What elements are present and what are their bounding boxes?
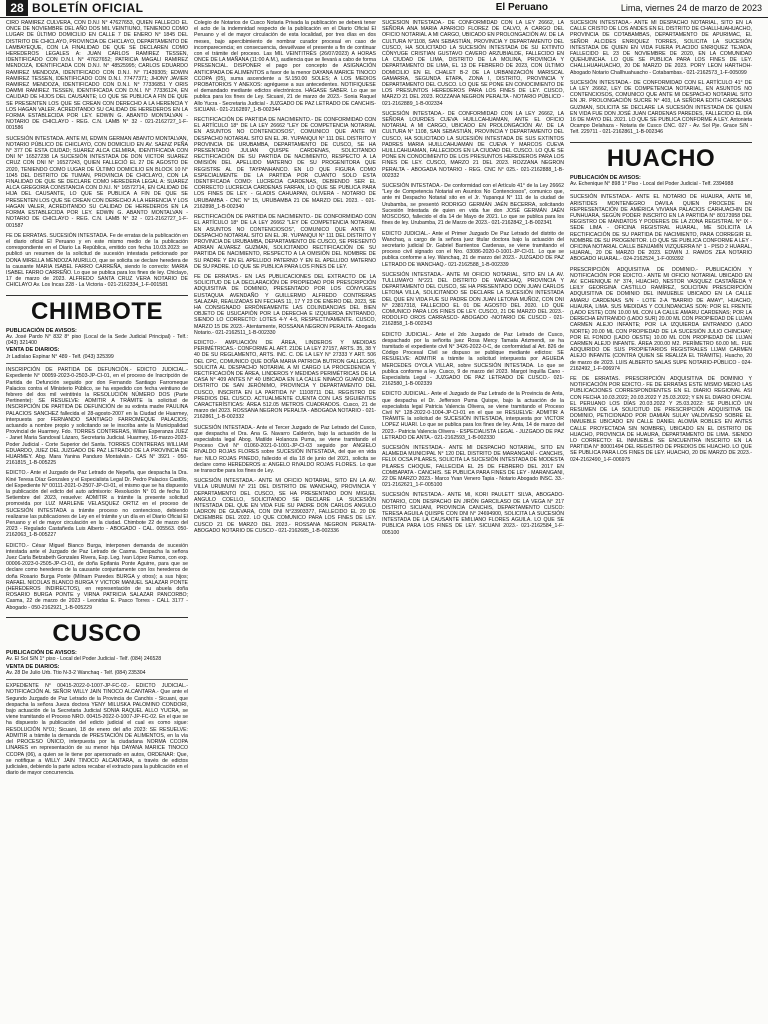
legal-notice: Colegio de Notarios de Cusco Notaria Privada la publicación se deberá tener el acto de la indemnidad respecto de la publicación en el Diario Oficial El Peruano y el de mayor circulación de esta localidad, por tres días en dos meses, bajo apercibimiento de nombrar curador procesal en caso de incomparecencia; en consecuencia, devuélvase el presente a fin de continuar con el trámite del proceso. Las MIL VEINTITRÉS (26/07/2023) A HORAS ONCE DE LA MAÑANA (11:00 A.M.), audiencia que se llevará a cabo de forma PRESENCIAL. DISPONER el pago por concepto de ASIGNACIÓN ANTICIPADA DE ALIMENTOS a favor de la menor DAYANA MARICE TINOCO CCOPA (05), suma ascendente a S/.150.00 SOLES; A LOS MEDIOS PROBATORIOS Y ANEXOS: agréguese a sus antecedentes. NOTIFIQUESE el demandado mediante edictos electrónicos. HÁGASE SABER. Lo que se publica para los fines de Ley. Sicuani, 21 de marzo de 2023.- Sonia Raquel Allo Yucra - Secretaria Judicial - JUZGADO DE PAZ LETRADO DE CANCHIS-SICUANI.- 021-2162897_1-B-002344 (194, 20, 376, 113)
legal-notice: SUCESIÓN INTESTADA.- ANTE MI DESPACHO NOTARIAL, SITO EN LA CALLE CRISTO DE LOS ANDES EN EL DISTRITO DE CHALLHUAHUACHO, PROVINCIA DE COTABAMBAS, DEPARTAMENTO DE APURIMAC, EL SEÑOR ALCIDES ENRIQUEZ TORRES, SOLICITA LA SUCESIÓN INTESTADA DE QUIEN EN VIDA FUERA PLACIDO ENRIQUEZ TEJADA, FALLECIDO EL 23 DE NOVIEMBRE DE 2020, EN LA COMUNIDAD QUEHUINCHA. LO QUE SE PUBLICA PARA LOS FINES DE LEY. CHALLHUAHUACHO, 20 DE MARZO DE 2023. PORY LEON HARTHOH- Abogado Notario Challhuahuacho - Cotabambas.- 021-2162573_1-F-005099 (570, 20, 752, 76)
legal-notice: RECTIFICACIÓN DE PARTIDA DE NACIMIENTO.- DE CONFORMIDAD CON EL ARTÍCULO 18° DE LA LEY 26662 "LEY DE COMPETENCIA NOTARIAL EN ASUNTOS NO CONTENCIOSOS", COMUNICO QUE ANTE MI DESPACHO NOTARIAL SITO EN EL JR. YUPANQUI N° 111 DEL DISTRITO Y PROVINCIA DE URUBAMBA, DEPARTAMENTO DE CUSCO, SE HA PRESENTADO JULIAN QUISPE CARDENAS, SOLICITANDO RECTIFICACIÓN DE SU PARTIDA DE NACIMIENTO, RESPECTO A LA OMISIÓN DEL APELLIDO MATERNO DE SU PROGENITORA QUE REGISTRE AL DE TAYPANHANCO. EN LO QUE FIGURA COMO ESPECIALMENTE DE LA PARTIDA POR CUANTO SOLO ESTA IDENTIFICADA COMO: LUCRECIA CARDENAS, DEBIENDO SER EL CORRECTO LUCRECIA CARDENAS FARFAN, LO QUE SE PUBLICA PARA LOS FINES DE LEY. - GLADIS CAHUAPAN, OLIVERA - NOTARIO DE URUBAMBA - CNC N° 15, URUBAMBA 21 DE MARZO DEL 2023. - 021-2162898_1-B-002340 (194, 117, 376, 210)
notices-group (570, 194, 752, 463)
legal-notice: PRESCRIPCIÓN ADQUISITIVA DE DOMINIO.- PUBLICACIÓN Y NOTIFICACIÓN POR EDICTO.- ANTE MI OFICIO NOTARIAL UBICADO EN AV. ECHENIQUE N° 374, HUACHO, NESTOR VASQUEZ CASTAÑEDA Y LEILY GEORGINA CASTILLO RAMÍREZ, SOLICITAN PRESCRIPCIÓN ADQUISITIVA DE DOMINIO DEL INMUEBLE UBICADO EN LA CALLE AMARU CARDENAS S/N - LOTE 2-A "BARRIO DE AMAY", HUACHO, HUAURA, LIMA. SUS MEDIDAS Y COLINDANCIAS SON: POR EL FRENTE (LADO ESTE) CON 10.00 ML CON LA CALLE AMARU CARDENAS; POR LA DERECHA ENTRANDO (LADO SUR) 20.00 ML CON PROPIEDAD DE LUJAN CARMEN ALEJO INFANTE; POR LA IZQUIERDA ENTRANDO (LADO NORTE) 20.00 ML CON PROPIEDAD DE LA SUCESIÓN JULIO CHINCHAY; POR EL FONDO (LADO OESTE) 10.00 ML CON PROPIEDAD DE LUJAN CARMEN ALEJO INFANTE. ÁREA 200.00 M2. PERÍMETRO 60.00 ML. FUE ADQUIRIDO DE SUS PROPIETARIOS REGISTRALES LIJAM CARMEN ALEJO INFANTE (CONTRA QUIEN SE REALIZA EL TRÁMITE). Huacho, 20 de marzo de 2023. LUIS ALBERTO SALAS SUPE NOTARIO-PÚBLICO - 024-2162492_1-F-006974 (570, 266, 752, 372)
divider (6, 679, 188, 680)
legal-notice: EXPEDIENTE N° 00415-2022-0-1007-JP-FC-02.- EDICTO JUDICIAL.- NOTIFICACIÓN AL SEÑOR WILLY JAIN TINOCO ALCANTARA.- Que ante el Segundo Juzgado de Paz Letrado de la Provincia de Canchis - Sicuani, que despacha la señora Jueza doctora YENY MILUSKA PALOMINO CONDORI, bajo actuación de la Secretaria Judicial SONIA RAQUEL ALLO YUCRA, se viene tramitando el Proceso NRO. 00415-2022-0-1007-JP-FC-02. En el que se ha dispuesto la publicación del edicto judicial el cual es como sigue: RESOLUCIÓN N°01; Sicuani, 18 de enero del año 2023: SE RESUELVE: ADMITIR a trámite la demanda de PRESTACIÓN DE ALIMENTOS, en la vía del PROCESO ÚNICO, interpuesta por la ciudadana NORMA CCOPA LINARES en representación de su menor hija DAYANA MARICE TINOCO CCOPA (06), a quien se le tiene por apersonado en autos, ORDENAR: Que, se notifique a WILLY JAIN TINOCO ALCANTARA, a través de edictos judiciales, debiendo la parte actora recabar el extracto para la publicación en el diario de mayor concurrencia. (6, 683, 188, 777)
city-heading-huacho: HUACHO (570, 142, 752, 172)
legal-notice: SUCESIÓN INTESTADA.- DE CONFORMIDAD CON LA LEY 26662, LA SEÑORA LOURDES CUEVA HUILLCAHUAMAN, ANTE EL OFICIO NOTARIAL A MI CARGO, UBICADO EN PROLONGACIÓN AV. DE LA CULTURA N° 1108, SAN SEBASTIÁN, PROVINCIA Y DEPARTAMENTO DEL CUSCO, HA SOLICITADO LA SUCESIÓN INTESTADA DE SUS EXTINTOS PADRES MARIA HUILLCAHUAMAN DE CUEVA Y MARCOS CUEVA HUILLCAHUAMAN, FALLECIDOS EN LA CIUDAD DEL CUSCO. LO QUE SE PONE EN CONOCIMIENTO DE LOS PRESUNTOS HEREDEROS PARA LOS FINES DE LEY. CUSCO, MARZO 21 DEL 2023. ROZZANA NEGRON PERALTA - ABOGADA NOTARIO - REG. CNC N° 025.- 021-2162888_1-B-002332 (382, 110, 564, 179)
legal-notice: FE DE ERRATAS.- EN LAS PUBLICACIONES DEL EXTRACTO DE LA SOLICITUD DE LA DECLARACIÓN DE PROPIEDAD POR PRESCRIPCIÓN ADQUISITIVA DE DOMINIO, PRESENTADO POR LOS CÓNYUGES EUSTAQUIA AVENDAÑO Y GUILLERMO ALFREDO CONTRERAS SALAZAR, REALIZADAS EN FECHAS 11, 17 Y 23 DE ENERO DEL 2023, SE HA CONSIGNADO ERRÓNEAMENTE LAS COLINDANCIAS DEL BIEN OBJETO DE USUCAPIÓN POR LA DERECHA E IZQUIERDA ENTRANDO, SIENDO LO CORRECTO: LOTES 4-Y 4-5, RESPECTIVAMENTE. CUSCO, MARZO 15 DE 2023.- Atentamente, ROSSANA NEGRON PERALTA- Abogada Notario.- 021-2162511_1-B-002330 (194, 273, 376, 336)
legal-notice: FE DE ERRATAS. SUCESIÓN INTESTADA. Fe de erratas de la publicación en el diario oficial El Peruano y en este mismo medio de la publicación correspondiente en el Diario La República, emitido con fecha 10.03.2023: se publicó un resumen de la solicitud de sucesión intestada peticionado por DONA MIRELLA MENDOZA MURILLO, que se solicita se declare heredera de la causante MARIA ISABEL FARRO CARREÑA, siendo lo correcto: MARIA ISABEL FARRO CARREÑO. Lo que se publica para los fines de ley. Chiclayo, 17 de marzo de 2023. ALFREDO SANTA CRUZ VERA NOTARIO DE CHICLAYO Av. Los Incas 228 - La Victoria - 021-2162334_1-F-001581 (6, 232, 188, 289)
legal-notice: FE DE ERRATAS. PRESCRIPCIÓN ADQUISITIVA DE DOMINIO Y NOTIFICACIÓN POR EDICTO.- FE DE ERRATAS ESTE MISMO MEDIO LAS PUBLICACIONES CORRESPONDIENTES EN EL DIARIO REGIONAL ASI CON FECHA 10.03.2022; 20.03.2022 Y 25.03.2022; Y EN EL DIARIO OFICIAL EL PERUANO LOS DÍAS 20.03.2022 Y 25.03.2022: SE PUBLICÓ UN RESUMEN DE LA SOLICITUD DE PRESCRIPCIÓN ADQUISITIVA DE DOMINIO, PETICIONADO POR DAMIÁN SULAY VALDIVIESO SOBRE EL INMUEBLE UBICADO EN CALLE DANIEL ALOMÍA ROBLES EN ANTES CALLE PROYECTADA SIN NOMBRE), UBICADO EN EL DISTRITO DE HUACHO, PROVINCIA DE HUAURA, DEPARTAMENTO DE LIMA. SIENDO LO CORRECTO: EL INMUEBLE SE ENCUENTRA INSCRITO EN LA PARTIDA N° 80001494 DEL REGISTRO DE PREDIOS DE HUACHO. LO QUE SE PUBLICA PARA LOS FINES DE LEY. HUACHO, 20 DE MARZO DE 2023.- 024-2162490_1-F-006975 (570, 376, 752, 463)
sale-address: Av. 28 De Julio Urb. Ttio N-3-2 Wanchaq - Telf. (084) 235304 (6, 670, 146, 677)
notices-group (6, 683, 188, 776)
divider (570, 190, 752, 191)
legal-notice: EDICTO JUDICIAL.- Ante el Primer Juzgado De Paz Letrado del distrito de Wanchaq, a cargo de la señora juez titular doctora bajo la actuación del secretario judicial Dr. Gabriel Barrientos Cardenas, se viene tramitando el proceso civil signado con el Nro. 03086-2020-0-1001-JP-CI-01. Lo que se publica conforme a ley. Wanchaq, 21 de marzo del 2023.- JUZGADO DE PAZ LETRADO DE WANCHAQ.- 021-2162588_1-B-002339 (382, 230, 564, 268)
pub-label: PUBLICACIÓN DE AVISOS: (6, 649, 77, 656)
legal-notice: EDICTO.- Ante el Juzgado de Paz Letrado de Nepeña, que despacha la Dra. Kiné Teresa Díaz Gonzales y el Especialista Legal Dr. Pedro Palacios Castillo, del Expediente N° 00111-2021-0-2507-JP-CI-01, el mismo que se ha dispuesto la publicación del edicto del auto admisorio: Resolución N° 01 de fecha 10 Setiembre del 2023, resuelve: ADMITIR a trámite la presente solicitud promovida por LUZ MARLENE VELASQUEZ ORTIZ en el proceso de SUCESIÓN INTESTADA a trámite proceso no contencioso, debiendo realizarse las publicaciones de Ley en el trámite y un día en el Diario Oficial El Peruano y el de mayor circulación en la ciudad. Chimbote 22 de marzo del 2023 - Regulado Castañeda Luis Alberto - ABOGADO - CAL. 005563. 050-2162063_1-B-005227 (6, 470, 188, 539)
city-heading-chimbote: CHIMBOTE (6, 295, 188, 325)
legal-notice: RECTIFICACIÓN DE PARTIDA DE NACIMIENTO.- DE CONFORMIDAD CON EL ARTÍCULO 18° DE LA LEY 26662 "LEY DE COMPETENCIA NOTARIAL EN ASUNTOS NO CONTENCIOSOS", COMUNICO QUE ANTE MI DESPACHO NOTARIAL SITO EN EL JR. YUPANQUI N° 111 DEL DISTRITO Y PROVINCIA DE URUBAMBA, DEPARTAMENTO DE CUSCO, SE PRESENTÓ ADRIAN ALVAREZ GUZMAN, SOLICITANDO RECTIFICACIÓN DE SU PARTIDA DE NACIMIENTO, RESPECTO A LA OMISIÓN DEL NOMBRE DE SU PADRE Y EN EL APELLIDO PATERNO Y EN EL APELLIDO MATERNO DE SU PADRE. LO QUE SE PUBLICA PARA LOS FINES DE LEY. (194, 214, 376, 270)
legal-notice: CIRO RAMIREZ CULVERA, CON D.N.I N° 47627653, QUIEN FALLECIÓ EL ONCE DE NOVIEMBRE DEL AÑO DOS MIL VEINTIUNO, TENIENDO COMO LUGAR DE ÚLTIMO DOMICILIO EN CALLE 7 DE ENERO N° 1845 DEL DISTRITO DE CHICLAYO, PROVINCIA DE CHICLAYO, DEPARTAMENTO DE LAMBAYEQUE, CON LA FINALIDAD DE QUE SE DECLAREN COMO HEREDEROS LEGALES A: JUAN CARLOS RAMIREZ TESSEN, IDENTIFICADO CON D.N.I. N° 47627652; PATRICIA MAGALI RAMIREZ MENDOZA, IDENTIFICADA CON D.N.I. N° 48525995; CARLOS EDUARDO RAMIREZ MENDOZA, IDENTIFICADO CON D.N.I. N° 71439305; EDWIN RAMIREZ TESSEN, IDENTIFICADO CON D.N.I. 77477371; JHONY JAVIER RAMIREZ MENDOZA, IDENTIFICADO CON D.N.I. N° 77336851 Y ORIS DAMMI RAMIREZ TESSEN, IDENTIFICADA CON D.N.I. N° 77336124, EN CALIDAD DE HIJOS DEL CAUSANTE; LO QUE SE PUBLICA A FIN DE QUE SE PRESENTEN LOS QUE SE CREAN CON DERECHO A LA HERENCIA Y LOS HAGAN VALER. ACREDITANDO SU CALIDAD DE HEREDEROS EN LA FORMA ESTABLECIDA POR LEY. EDWIN G. ABANTO MONTALVAN - NOTARIO DE CHICLAYO - REG. C.N. LAMB N° 32 - 021-2162727_1-F-001586 (6, 20, 188, 132)
publication-date: Lima, viernes 24 de marzo de 2023 (620, 3, 762, 13)
column-3 (382, 20, 564, 1020)
legal-notice: SUCESIÓN INTESTADA.- ANTE EL NOTARIO DE HUAURA, ANTE MI, ARISTIDES MONTENEGRO DAVILA QUIEN PROCEDE EN REPRESENTACIÓN DE AMÉRICA VIVIANA PALACIOS CARHUACHIN DE FUNHUARA, SEGÚN PODER INSCRITO EN LA PARTIDA N° 80173958 DEL REGISTRO DE MANDATOS Y PODERES DE LA ZONA REGISTRAL N° IX - SEDE LIMA - OFICINA REGISTRAL HUARAL, ME SOLICITA LA RECTIFICACIÓN DE SU PARTIDA DE NACIMIENTO, PARA CORREGIR EL NOMBRE DE SU PROGENITOR. LO QUE SE PUBLICA CONFORME A LEY - OFICINA NOTARIAL CALLE BENJAMÍN VIZQUERRA N° 1 - PISO 2 HUARAL, HUARAL, 20 DE MARZO DE 2023. EDWIN J. RAMOS ZEA NOTARIO ABOGADO HUARAL.- 024-2162524_1-F-009392 (570, 194, 752, 263)
legal-notice: SUCESIÓN INTESTADA.- ANTE MI OFICIO NOTARIAL, SITO EN LA AV. VILLA URUMUMI N° 211 DEL DISTRITO DE WANCHAQ, PROVINCIA Y DEPARTAMENTO DEL CUSCO, SE HA PRESENTADO DON MIGUEL ANGULO COELLO, SOLICITANDO SE DECLARE LA SUCESIÓN INTESTADA DEL QUE EN VIDA FUE SU PADRE DON CARLOS ANGULO LADRON DE GUEVARA, CON DNI N°23903377, FALLECIDO EL 20 DE DICIEMBRE DEL 2022. LO QUE COMUNICO PARA LOS FINES DE LEY. CUSCO 21 DE MARZO DEL 2023.- ROSSANA NEGRON PERALTA- ABOGADO NOTARIO DE CUSCO - 021-2162685_1-B-002336 (194, 478, 376, 534)
legal-notice: SUCESIÓN INTESTADA.- ANTE MI, KORI PAULETT SILVA, ABOGADO-NOTARIO, CON DESPACHO EN JIRÓN GARCILASO DE LA VEGA N° 217 DISTRITO SICUANI, PROVINCIA CANCHIS, DEPARTAMENTO CUSCO: TERESA AGUILA QUISPE CON DNI N° 24694900, SOLICITA LA SUCESIÓN INTESTADA DE LA CAUSANTE EMILIANO FLORES AGUILA. LO QUE SE PUBLICA PARA LOS FINES DE LEY. SICUANI 2023.- 021-2162584_1-F-005100 (382, 492, 564, 536)
sale-address: Jr Ladislao Espinar N° 489 - Telf. (043) 325399 (6, 353, 114, 360)
legal-notice: SUCESIÓN INTESTADA.- DE CONFORMIDAD CON LA LEY 26662, LA SEÑORA ANA MARIA APARICIO FLOREZ DE CALVO, A CARGO DEL OFICIO NOTARIAL A MI CARGO, UBICADO EN PROLONGACIÓN AV. DE LA CULTURA N°1108, SAN SEBASTIÁN, PROVINCIA Y DEPARTAMENTO DEL CUSCO, HA SOLICITADO LA SUCESIÓN INTESTADA DE SU EXTINTO CÓNYUGE CRISTIAN GUSTAVO CAVERO ARZUBIALDE, FALLECIDO EN LA CIUDAD DE LIMA, DISTRITO DE LA MOLINA, PROVINCIA Y DEPARTAMENTO DE LIMA, EL 13 DE FEBRERO DE 2023, CON ÚLTIMO DOMICILIO EN EL CHALET B-2 DE LA URBANIZACIÓN MARISCAL GAMARRA, SEGUNDA ETAPA, ZONA I, DISTRITO, PROVINCIA Y DEPARTAMENTO DEL CUSCO. LO QUE SE PONE EN CONOCIMIENTO DE LOS PRESUNTOS HEREDEROS PARA LOS FINES DE LEY. CUSCO, MARZO 21 DEL 2023. ROZZANA NEGRON PERALTA - NOTARIO PÚBLICO - 021-2162889_1-B-002334 (382, 20, 564, 107)
legal-notice: EDICTO.- AMPLIACIÓN DE ÁREA, LINDEROS Y MEDIDAS PERIMÉTRICAS.- CONFORME AL ART. 21DE LA LEY 27157, ARTS. 35, 38 Y 40 DE SU REGLAMENTO, ARTS. INC. C. DE LA LEY N° 27333 Y ART. 506 DEL CPC, COMUNICO QUE DOÑA MARIA PATRICIA BUTRON GALLEGOS, SOLICITA AL DESPACHO NOTARIAL A MI CARGO LA PROCEDENCIA Y RECTIFICACIÓN DE ÁREA, LINDEROS Y MEDIDAS PERIMÉTRICAS DE LA CASA N° 409 ANTES N° 40 UBICADA EN LA CALLE NINACÓ GUANO DEL DISTRITO DE SAN JERÓNIMO, PROVINCIA Y DEPARTAMENTO DEL CUSCO, INSCRITA EN LA PARTIDA N° 11108711 DEL REGISTRO DE PREDIOS DEL CUSCO. ACTUALMENTE CUENTA CON LAS SIGUIENTES CARACTERÍSTICAS: ÁREA 512.05 METROS CUADRADOS. Cusco, 21 de marzo del 2023. ROSSANA NEGRON PERALTA - ABOGADA NOTARIO - 021-2162861_1-B-002332 (194, 339, 376, 421)
legal-notice: EDICTO.- César Miguel Bianco Burga, interponen demanda de sucesión intestada ante el Juzgado de Paz Letrado de Casma. Despacha la señora Juez Carla Betzabeth Gonzales Rivera, Esp. Leg. Ivan López Ramos, con exp. 00006-2023-0-2505-JP-CI-01, de doña Epifania Ponte Aguirre, para que se declare como herederos de la causante conjuntamente con los herederos de doña Rosario Burga Ponte (Milnam Paredes BURGA y otros); a sus hijos; RAFAEL NICOLAS BLANCO BURGA Y VICTOR MANUEL SALAZAR PONTE (HEREDEROS INDIRECTOS), en representación de su abuela doña ROSARIO BURGA PONTE y VIRNA PATRICIA SALAZAR PANCORBO; Casma, 22 de marzo de 2023 - Leonidas E. Pasco Torres - CALL 3177 - Abogado - 050-2162921_1-B-005229 (6, 542, 188, 611)
city-heading-cusco: CUSCO (6, 617, 188, 647)
legal-notice: EDICTO JUDICIAL.- Ante el Juzgado de Paz Letrado de la Provincia de Anta, que despacha el Dr. Jefferson Puma Quispe, bajo la actuación de la especialista legal Patricia Valencia Olivera, se viene tramitando el Proceso Civil N° 128-2022-0-1004-JP-CI-01 en el que se RESUELVE: ADMITIR A TRÁMITE la solicitud de SUCESIÓN INTESTADA, interpuesta por VICTOR LOPEZ HUARI. Lo que se publica para los fines de ley. Anta, 14 de marzo del 2023.- Patricia Valencia Olivera - ESPECIALISTA LEGAL - JUZGADO DE PAZ LETRADO DE ANTA.- 021-2162593_1-B-002330 (382, 391, 564, 441)
notices-group (382, 20, 564, 536)
page-number: 28 (6, 0, 28, 16)
pub-address: Av. Echenique N° 898 1° Piso - Local del Poder Judicial - Telf. 2394988 (570, 181, 734, 188)
newspaper-name: El Peruano (495, 2, 548, 13)
section-title: BOLETÍN OFICIAL (32, 1, 144, 15)
legal-notice: SUCESIÓN INTESTADA.- Ante el Tercer Juzgado de Paz Letrado del Cusco, que despacha el Dra. Ana G. Navarro Calderón, bajo la actuación de la especialista legal Abog. Matilde Holanoza Puma, se viene tramitando el Proceso Civil N° 01060-2021-0-1001-JP-CI-03 seguido por ANGIELO RIVALDO ROJAS FLORES sobre SUCESIÓN INTESTADA, del que en vida fue: NILO ROJAS PINEDO, fallecido el día 18 de junio del 2021, solicita se declare como HEREDEROS a: ANGELO RIVALDO ROJAS FLORES. Lo que se transcribe para los fines de Ley. (194, 424, 376, 475)
divider (6, 363, 188, 364)
column-4 (570, 20, 752, 1020)
sale-label: VENTA DE DIARIOS: (6, 663, 60, 670)
page-header (0, 0, 768, 18)
sale-label: VENTA DE DIARIOS: (6, 347, 60, 354)
legal-notice: SUCESIÓN INTESTADA.- DE CONFORMIDAD CON EL ARTÍCULO 41° DE LA LEY 26662, LEY DE COMPETENCIA NOTARIAL, EN ASUNTOS NO CONTENCIOSOS, COMUNICO QUE ANTE MI DESPACHO NOTARIAL SITO EN JR. PROLONGACIÓN SUCRE N° 403, LA SEÑORA EDITH CARDENAS GUZMAN, SOLICITA SE DECLARE LA SUCESIÓN INTESTADA DE QUIEN EN VIDA FUE DON JOSÉ JUAN CARDENAS PAREDES, FALLECIDO EL DÍA 16 DE MAYO DEL 2021. LO QUE SE PUBLICA CONFORME A LEY. Antonieta Ocampo Delahaza - Notaria de Cusco CNC. 027 - Av. Sol Pje. Grace S/N - Telf. 229711 - 021-2162861_1-B-002346 (570, 79, 752, 136)
legal-notice: EDICTO JUDICIAL.- Ante el 2do Juzgado de Paz Letrado de Cusco, despachado por la señorita juez Rosa Mercy Tamata Arizmendi, se ha tramitado el expediente civil N° 3426-2022-0-C, de conformidad al Art. 826 de Código Procesal Civil se dispuso se publique mediante edictos: SE RESUELVE: ADMITIR a trámite la solicitud interpuesta por AGUEDA MERCEDES OYOLA VILLAR, sobre SUCESIÓN INTESTADA. Lo que se publica conforme a ley. Cusco, 9 de marzo del 2023. Margot Inquilla Cano - Especialista Legal - JUZGADO DE PAZ LETRADO DE CUSCO.- 021-2162580_1-B-002339 (382, 331, 564, 388)
column-2 (194, 20, 376, 1020)
notices-group (194, 20, 376, 534)
pub-address: Av. José Pardo N° 832 8° piso (Local de la Sede Judicial Principal) - Telf.: (043) 321400 (6, 334, 188, 347)
legal-notice: SUCESIÓN INTESTADA.- De conformidad con el Artículo 41° de la Ley 26662 "Ley de Competencia Notarial en Asuntos No Contenciosos", comunico que, ante mi Despacho Notarial sito en el Jr. Yupanqui N° 111 de la ciudad de Urubamba, se presentó RODRIGO GERMÁN JAÉN BECERRA, solicitando Sucesión Intestada de quien en vida fue don JOSÉ GERMÁN JAÉN MOSCOSO, fallecido el día 14 de Mayo de 2021. Lo que se publica para los fines de ley. Urubamba, 21 de Marzo de 2023.- 021-2162842_1-B-002341 (382, 183, 564, 227)
notices-group (570, 20, 752, 136)
pub-label: PUBLICACIÓN DE AVISOS: (570, 174, 641, 181)
notices-group (6, 20, 188, 289)
pub-label: PUBLICACIÓN DE AVISOS: (6, 327, 77, 334)
legal-notice: SUCESIÓN INTESTADA.- ANTE MI OFICIO NOTARIAL, SITO EN LA AV. TULLUMAYO N°221 DEL DISTRITO DE WANCHAQ, PROVINCIA Y DEPARTAMENTO DEL CUSCO, SE HA PRESENTADO DON JUAN CARLOS LETONA VILLA, SOLICITANDO SE DECLARE LA SUCESIÓN INTESTADA DEL QUE EN VIDA FUE SU PADRE DON JUAN LETONA MUÑOZ, CON DNI N° 23817318, FALLECIDO EL 01 DE AGOSTO DEL 2020. LO QUE COMUNICO PARA LOS FINES DE LEY. CUSCO, 21 DE MARZO DEL 2023.- RODOLFO OROS CARRASCO- ABOGADO -NOTARIO DE CUSCO - 021-2162858_1-B-002343 (382, 271, 564, 328)
notices-group (6, 367, 188, 611)
legal-notice: SUCESIÓN INTESTADA.- ANTE MI DESPACHO NOTARIAL, SITO EN ALAMEDA MUNICIPAL N° 120 DEL DISTRITO DE MARANGANÍ - CANCHIS, FELIX OCSA PILARES, SOLICITA LA SUCESIÓN INTESTADA DE MODESTA PILARES CHOQUE, FALLECIDA EL 25 DE FEBRERO DEL 2017 EN COMBAPATA - CANCHIS. SE PUBLICA PARA FINES DE LEY - MARANGANI, 22 DE MARZO 2023.- Marco Yvan Venero Tapia - Notario Abogado INSC. 33.- 021-2162621_1-F-005100 (382, 445, 564, 489)
legal-notice: SUCESIÓN INTESTADA. ANTE MI, EDWIN GERMAN ABANTO MONTALVAN, NOTARIO PÚBLICO DE CHICLAYO, CON DOMICILIO EN AV. SAENZ PEÑA N° 377 DE ESTA CIUDAD; SUAREZ ALCA CELMIRA, IDENTIFICADA CON DNI N° 16527238 LA SUCESIÓN INTESTADA DE DON VICTOR SUAREZ CRUZ CON DNI N° 16527243, QUIEN FALLECIÓ EL 27 DE AGOSTO DE 2020, TENIENDO COMO LUGAR DE ÚLTIMO DOMICILIO EN BLOCK 10 N° 1045 DEL DISTRITO DE TUMAN, PROVINCIA DE CHICLAYO, CON LA FINALIDAD DE QUE SE DECLARE COMO HEREDERA LEGAL A: SUAREZ ALCA GREGORIA CONSTANCIA CON D.N.I. N° 16572714, EN CALIDAD DE HIJA DEL CAUSANTE, LO QUE SE PUBLICA A FIN DE QUE SE PRESENTEN LOS QUE SE CREAN CON DERECHO A LA HERENCIA Y LOS HAGAN VALER, ACREDITANDO SU CALIDAD DE HEREDEROS EN LA FORMA ESTABLECIDA POR LEY. EDWIN G. ABANTO MONTALVAN - NOTARIO DE CHICLAYO - REG. C.N. LAMB N° 32 - 021-2162727_1-F-001587 (6, 135, 188, 229)
legal-notice: INSCRIPCIÓN DE PARTIDA DE DEFUNCIÓN.- EDICTO JUDICIAL.- Expediente N° 00059-2023-0-2503-JP-CI-01, en el proceso de Inscripción de Partida de Defunción seguido por don Fernando Santiago Farromeque Palacios contra el Ministerio Público, se ha expedido con fecha veintiuno de febrero del dos mil veintitrés la RESOLUCIÓN NÚMERO DOS (Parte Pertinente): SE RESUELVE: ADMITIR A TRÁMITE la solicitud de INSCRIPCIÓN DE PARTIDA DE DEFUNCIÓN de su extinta madre PAULINA PALACIOS SANCHEZ fallecida el 28-agosto-2007 en la Ciudad de Huarmey, interpuesta por FERNANDO SANTIAGO FARROMEQUE PALACIOS; actuando a nombre propio y solicitando se le inscriba ante la Municipalidad Provincial de Huarmey. Fdo. TORRES CONTRERAS, Wilian Esperanza JUEZ - Janet Maria Sandoval Lázaro, Secretaria Judicial. Huarmey, 16-marzo-2023-Poder Judicial - Corte Superior del Santa. TORRES CONTRERAS WILLIAM EDUARDO, JUEZ DEL JUZGADO DE PAZ LETRADO DE LA PROVINCIA DE HUARMEY. Abg. Mara Yanina Panduro Montalván.- CAS N° 3921 - 050-2161815_1-B-005225 (6, 367, 188, 467)
column-1 (6, 20, 188, 1020)
pub-address: Av. El Sol S/N 1° piso - Local del Poder Judicial - Telf. (084) 246528 (6, 656, 162, 663)
